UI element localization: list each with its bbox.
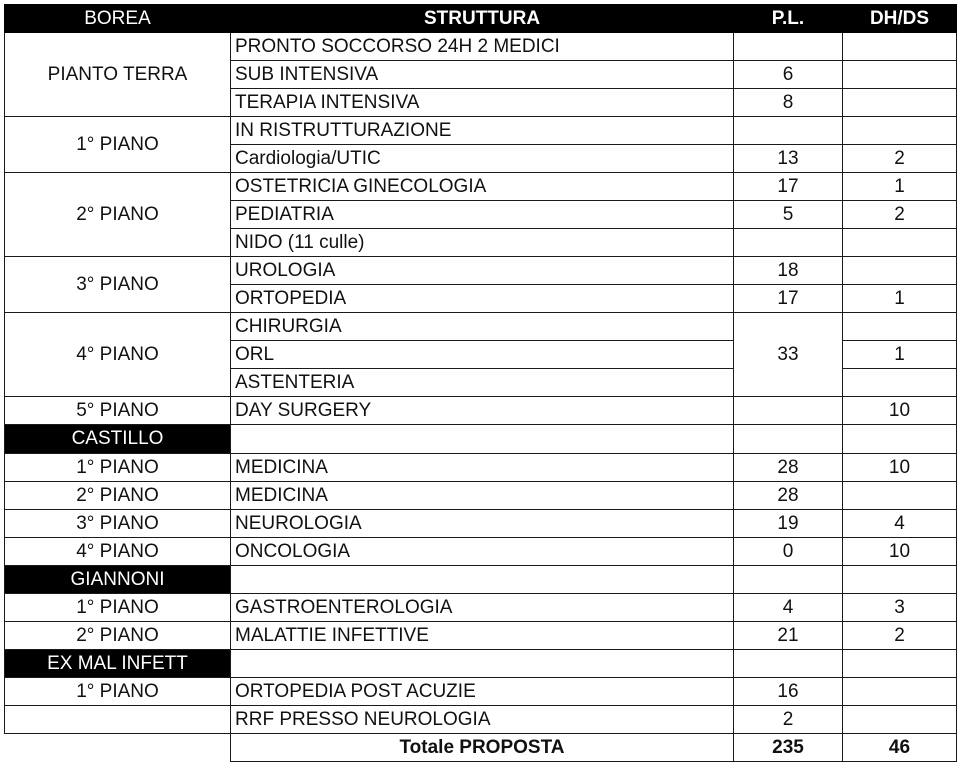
structure-cell: TERAPIA INTENSIVA — [231, 89, 734, 117]
dhds-cell: 10 — [843, 397, 957, 425]
pl-cell: 19 — [734, 509, 843, 537]
structure-cell: ONCOLOGIA — [231, 537, 734, 565]
pl-cell: 8 — [734, 89, 843, 117]
section-blank — [734, 565, 843, 593]
structure-cell: NEUROLOGIA — [231, 509, 734, 537]
section-row — [5, 425, 957, 453]
floor-cell — [5, 705, 231, 733]
dhds-cell — [843, 313, 957, 341]
dhds-cell — [843, 33, 957, 61]
total-dhds: 46 — [843, 733, 957, 761]
table-row — [5, 257, 957, 285]
header-dhds: DH/DS — [843, 5, 957, 33]
dhds-cell: 2 — [843, 201, 957, 229]
pl-cell: 17 — [734, 285, 843, 313]
pl-cell: 21 — [734, 621, 843, 649]
structure-cell: OSTETRICIA GINECOLOGIA — [231, 173, 734, 201]
section-blank — [734, 649, 843, 677]
dhds-cell — [843, 481, 957, 509]
floor-cell: 3° PIANO — [5, 257, 231, 313]
floor-cell: 5° PIANO — [5, 397, 231, 425]
floor-cell: 4° PIANO — [5, 537, 231, 565]
structure-cell: PRONTO SOCCORSO 24H 2 MEDICI — [231, 33, 734, 61]
structure-cell: MEDICINA — [231, 481, 734, 509]
structure-cell: CHIRURGIA — [231, 313, 734, 341]
table-row — [5, 397, 957, 425]
table-row — [5, 173, 957, 201]
dhds-cell — [843, 677, 957, 705]
section-title: CASTILLO — [5, 425, 231, 453]
section-blank — [843, 425, 957, 453]
dhds-cell: 10 — [843, 453, 957, 481]
pl-cell: 13 — [734, 145, 843, 173]
floor-cell: 2° PIANO — [5, 481, 231, 509]
structure-cell: Cardiologia/UTIC — [231, 145, 734, 173]
structure-cell: MALATTIE INFETTIVE — [231, 621, 734, 649]
dhds-cell — [843, 61, 957, 89]
dhds-cell — [843, 117, 957, 145]
section-blank — [843, 565, 957, 593]
dhds-cell: 1 — [843, 341, 957, 369]
table-row — [5, 117, 957, 145]
section-blank — [231, 425, 734, 453]
dhds-cell — [843, 369, 957, 397]
dhds-cell — [843, 229, 957, 257]
structure-cell: MEDICINA — [231, 453, 734, 481]
header-floor: BOREA — [5, 5, 231, 33]
floor-cell: 1° PIANO — [5, 593, 231, 621]
pl-cell — [734, 117, 843, 145]
section-blank — [231, 565, 734, 593]
floor-cell: 1° PIANO — [5, 453, 231, 481]
structure-cell: SUB INTENSIVA — [231, 61, 734, 89]
dhds-cell: 3 — [843, 593, 957, 621]
structure-cell: PEDIATRIA — [231, 201, 734, 229]
dhds-cell: 2 — [843, 621, 957, 649]
total-blank — [5, 733, 231, 761]
floor-cell: PIANTO TERRA — [5, 33, 231, 117]
floor-cell: 2° PIANO — [5, 621, 231, 649]
pl-cell — [734, 229, 843, 257]
floor-cell: 4° PIANO — [5, 313, 231, 397]
pl-cell: 2 — [734, 705, 843, 733]
dhds-cell: 1 — [843, 285, 957, 313]
pl-cell: 5 — [734, 201, 843, 229]
pl-cell: 28 — [734, 453, 843, 481]
floor-cell: 1° PIANO — [5, 117, 231, 173]
table-row — [5, 481, 957, 509]
table-row — [5, 33, 957, 61]
structure-cell: ORTOPEDIA POST ACUZIE — [231, 677, 734, 705]
dhds-cell: 2 — [843, 145, 957, 173]
pl-cell: 16 — [734, 677, 843, 705]
total-row — [5, 733, 957, 761]
table-row — [5, 705, 957, 733]
structure-cell: ORL — [231, 341, 734, 369]
pl-cell — [734, 397, 843, 425]
structure-cell: ORTOPEDIA — [231, 285, 734, 313]
dhds-cell — [843, 89, 957, 117]
section-blank — [734, 425, 843, 453]
structure-cell: GASTROENTEROLOGIA — [231, 593, 734, 621]
table-row — [5, 621, 957, 649]
dhds-cell — [843, 705, 957, 733]
floor-cell: 2° PIANO — [5, 173, 231, 257]
floor-cell: 3° PIANO — [5, 509, 231, 537]
pl-cell-merged: 33 — [734, 313, 843, 397]
pl-cell: 17 — [734, 173, 843, 201]
dhds-cell: 4 — [843, 509, 957, 537]
section-row — [5, 565, 957, 593]
table-row — [5, 509, 957, 537]
structure-cell: RRF PRESSO NEUROLOGIA — [231, 705, 734, 733]
table-row — [5, 453, 957, 481]
structure-cell: NIDO (11 culle) — [231, 229, 734, 257]
pl-cell: 4 — [734, 593, 843, 621]
beds-table — [4, 4, 957, 762]
section-title: EX MAL INFETT — [5, 649, 231, 677]
section-blank — [231, 649, 734, 677]
structure-cell: DAY SURGERY — [231, 397, 734, 425]
floor-cell: 1° PIANO — [5, 677, 231, 705]
total-pl: 235 — [734, 733, 843, 761]
table-row — [5, 677, 957, 705]
header-pl: P.L. — [734, 5, 843, 33]
section-title: GIANNONI — [5, 565, 231, 593]
dhds-cell — [843, 257, 957, 285]
table-header-row — [5, 5, 957, 33]
table-row — [5, 313, 957, 341]
table-row — [5, 537, 957, 565]
table-row — [5, 593, 957, 621]
structure-cell: ASTENTERIA — [231, 369, 734, 397]
dhds-cell: 10 — [843, 537, 957, 565]
structure-cell: UROLOGIA — [231, 257, 734, 285]
pl-cell — [734, 33, 843, 61]
section-row — [5, 649, 957, 677]
header-structure: STRUTTURA — [231, 5, 734, 33]
structure-cell: IN RISTRUTTURAZIONE — [231, 117, 734, 145]
total-label: Totale PROPOSTA — [231, 733, 734, 761]
pl-cell: 18 — [734, 257, 843, 285]
pl-cell: 0 — [734, 537, 843, 565]
pl-cell: 6 — [734, 61, 843, 89]
section-blank — [843, 649, 957, 677]
pl-cell: 28 — [734, 481, 843, 509]
dhds-cell: 1 — [843, 173, 957, 201]
